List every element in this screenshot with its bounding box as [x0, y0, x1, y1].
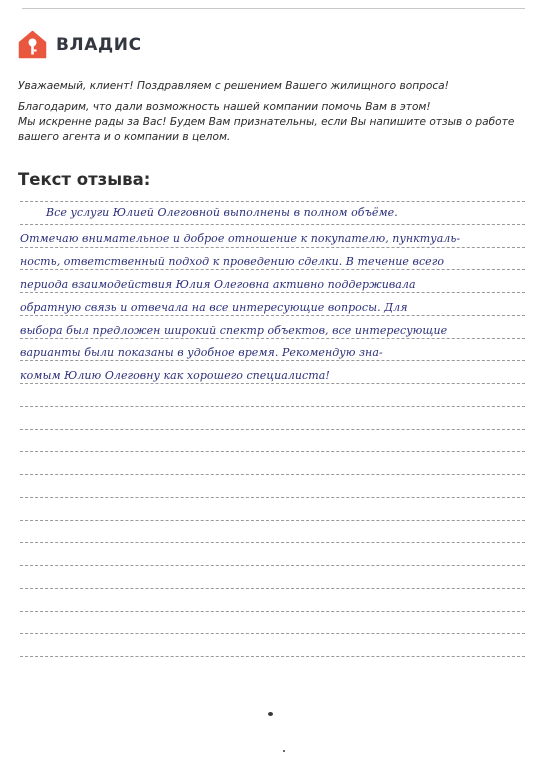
review-line: обратную связь и отвечала на все интересующие вопросы. Для	[20, 301, 408, 314]
thanks-line: Благодарим, что дали возможность нашей компании помочь Вам в этом!	[18, 101, 431, 113]
review-line: варианты были показаны в удобное время. Рекомендую зна-	[20, 346, 383, 359]
request-line-continued: вашего агента и о компании в целом.	[18, 131, 231, 143]
review-line: комым Юлию Олеговну как хорошего специалиста!	[20, 369, 330, 382]
review-line: Отмечаю внимательное и доброе отношение к покупателю, пунктуаль-	[20, 232, 461, 245]
review-line: Все услуги Юлией Олеговной выполнены в полном объёме.	[46, 206, 398, 219]
greeting-line: Уважаемый, клиент! Поздравляем с решением Вашего жилищного вопроса!	[18, 80, 449, 92]
paper-speck	[268, 712, 273, 716]
brand-name: ВЛАДИС	[56, 34, 142, 55]
request-line: Мы искренне рады за Вас! Будем Вам признательны, если Вы напишите отзыв о работе	[18, 116, 515, 128]
review-line: ность, ответственный подход к проведению сделки. В течение всего	[20, 255, 445, 268]
paper-speck	[283, 750, 285, 752]
review-line: выбора был предложен широкий спектр объектов, все интересующие	[20, 324, 448, 337]
handwritten-review	[20, 0, 525, 768]
review-heading: Текст отзыва:	[18, 170, 151, 189]
review-line: периода взаимодействия Юлия Олеговна активно поддерживала	[20, 278, 416, 291]
